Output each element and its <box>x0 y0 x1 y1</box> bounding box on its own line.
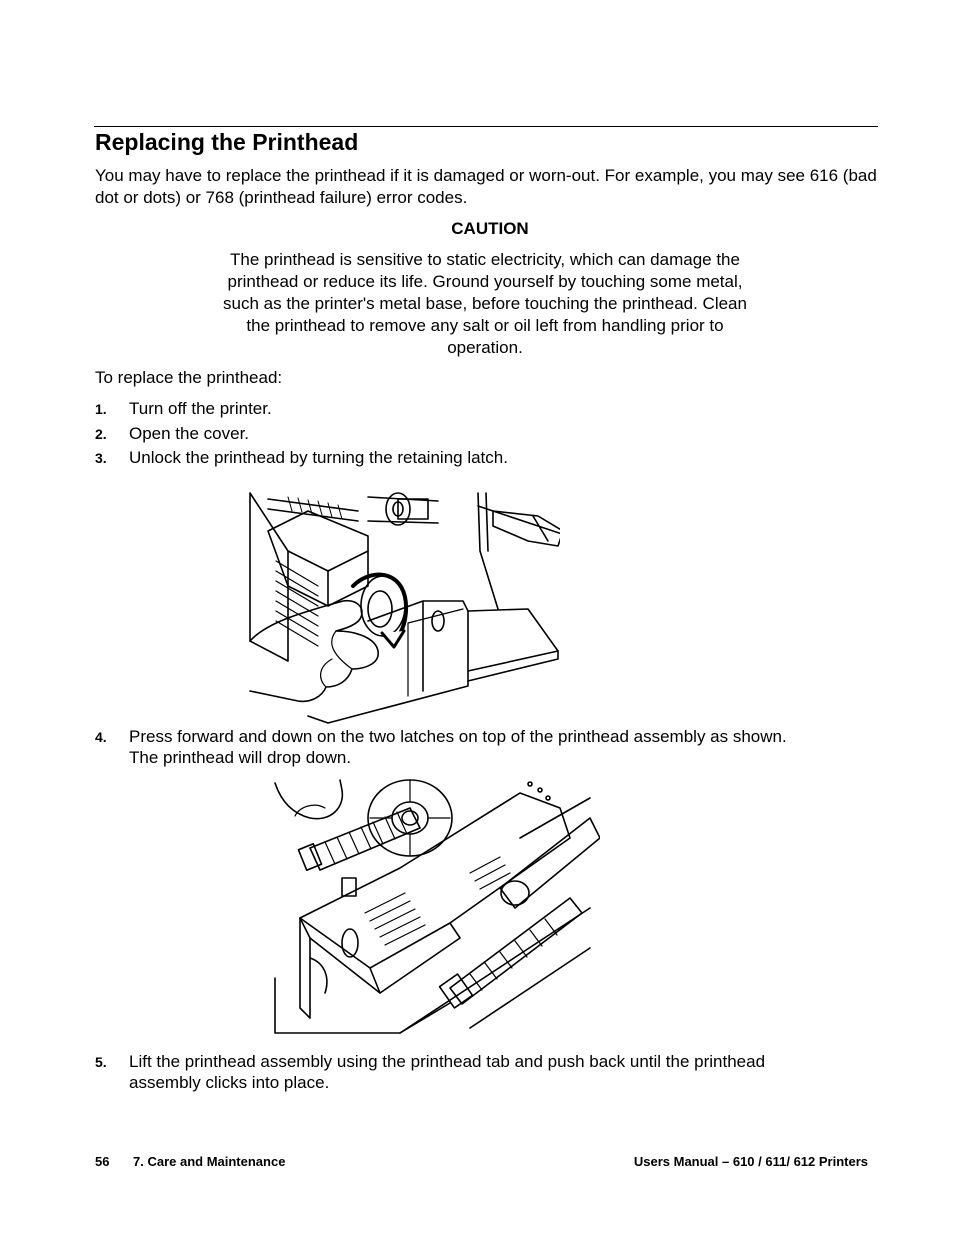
caution-line: The printhead is sensitive to static electricity, which can damage the <box>230 250 740 269</box>
step-number: 2. <box>95 426 107 442</box>
step-3 <box>95 447 875 469</box>
caution-line: the printhead to remove any salt or oil left from handling prior to <box>246 316 724 335</box>
step-text: Turn off the printer. <box>129 399 272 418</box>
step-number: 1. <box>95 401 107 417</box>
step-text: assembly clicks into place. <box>129 1073 330 1092</box>
section-title: Replacing the Printhead <box>95 129 359 155</box>
caution-line: printhead or reduce its life. Ground yourself by touching some metal, <box>227 272 743 291</box>
caution-heading: CAUTION <box>451 219 529 238</box>
step-text-block <box>129 726 869 768</box>
step-text: Open the cover. <box>129 424 250 443</box>
intro-paragraph: You may have to replace the printhead if it is damaged or worn-out. For example, you may see 616 (bad dot or dots) or 768 (printhead failure) error codes. <box>95 166 877 207</box>
figure-turn-retaining-latch <box>248 491 560 725</box>
footer-page-number: 56 <box>95 1154 110 1169</box>
step-text-block <box>129 1051 869 1093</box>
step-number: 4. <box>95 729 107 745</box>
caution-line: operation. <box>447 338 523 357</box>
figure-press-printhead-latches <box>270 778 600 1038</box>
footer-chapter: 7. Care and Maintenance <box>133 1154 286 1169</box>
footer-manual-title: Users Manual – 610 / 611/ 612 Printers <box>633 1154 868 1169</box>
step-number: 3. <box>95 450 107 466</box>
lead-in-text: To replace the printhead: <box>95 368 283 387</box>
step-text: Unlock the printhead by turning the retaining latch. <box>129 448 508 467</box>
step-text: Press forward and down on the two latches on top of the printhead assembly as shown. <box>129 727 787 746</box>
step-1 <box>95 398 875 420</box>
step-text: The printhead will drop down. <box>129 748 352 767</box>
step-4 <box>95 726 875 770</box>
step-2 <box>95 423 875 445</box>
caution-text <box>185 249 785 359</box>
caution-line: such as the printer's metal base, before touching the printhead. Clean <box>223 294 747 313</box>
step-5 <box>95 1051 875 1095</box>
step-number: 5. <box>95 1054 107 1070</box>
step-text: Lift the printhead assembly using the printhead tab and push back until the printhead <box>129 1052 766 1071</box>
